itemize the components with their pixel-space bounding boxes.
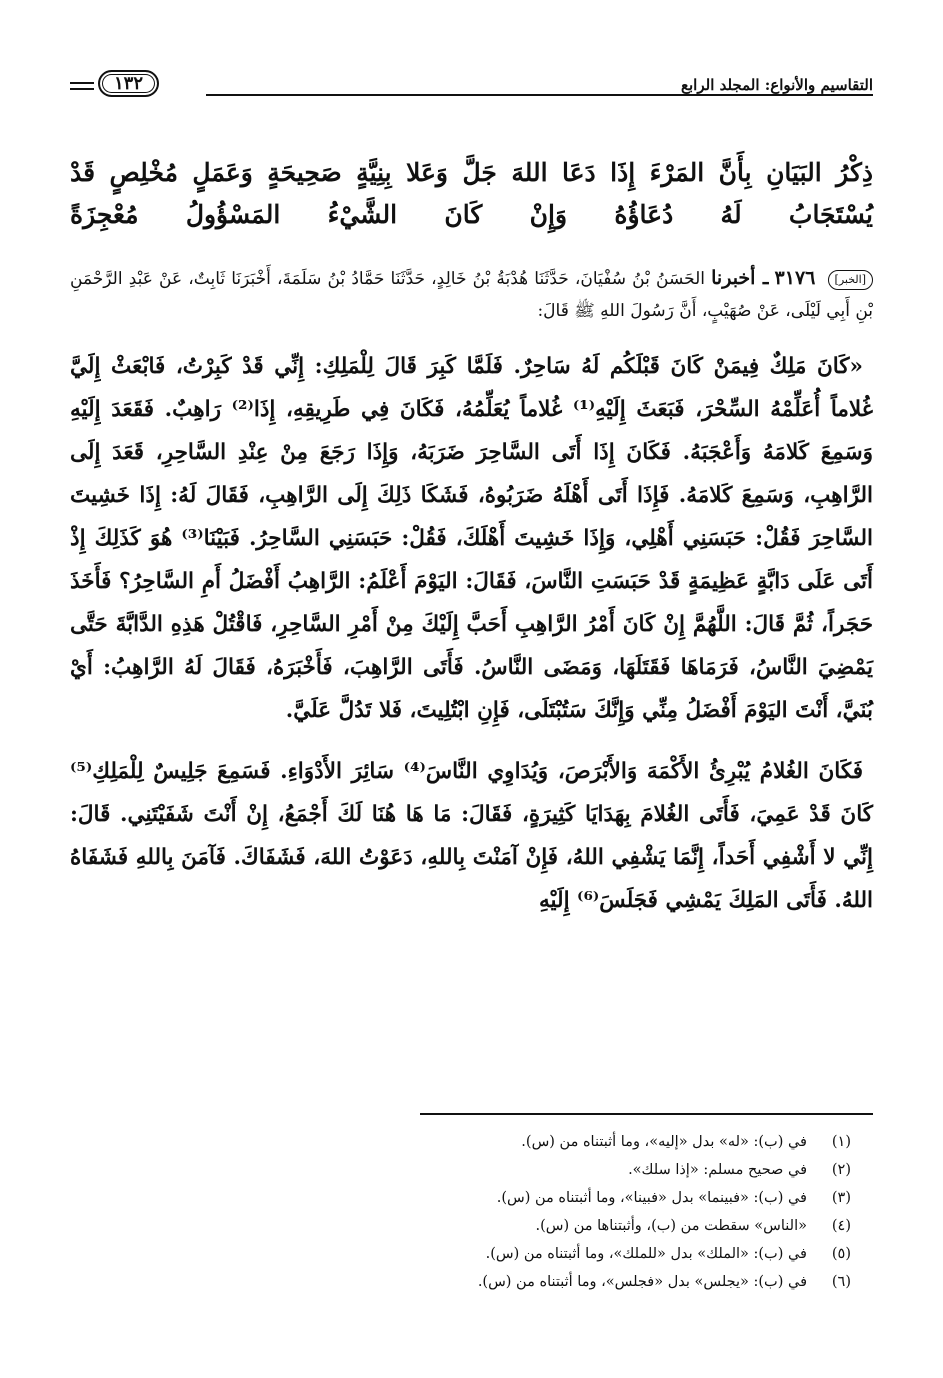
footnote-number: (٤)	[831, 1218, 851, 1234]
footnote-text: في (ب): «له» بدل «إليه»، وما أثبتناه من (س).	[521, 1134, 807, 1150]
page-header	[70, 70, 873, 114]
header-rule	[206, 94, 873, 96]
footnote-number: (١)	[831, 1134, 851, 1150]
badge-rule-top	[70, 82, 94, 84]
footnote-item	[70, 1184, 851, 1212]
khabar-stamp-icon: [الخبر]	[828, 270, 873, 290]
footnote-text: «الناس» سقطت من (ب)، وأثبتناها من (س).	[535, 1218, 807, 1234]
footnote-item	[70, 1268, 851, 1296]
hadith-paragraph-1: «كَانَ مَلِكٌ فِيمَنْ كَانَ قَبْلَكُم لَهُ سَاحِرٌ. فَلَمَّا كَبِرَ قَالَ لِلْمَلِكِ: إِنِّي قَدْ كَبِرْتُ، فَابْعَثْ إِلَيَّ غُلاماً أُعَلِّمْهُ السِّحْرَ، فَبَعَثَ إِلَيْهِ⁽¹⁾ غُلاماً يُعَلِّمُهُ، فَكَانَ فِي طَرِيقِهِ، إِذَا⁽²⁾ رَاهِبٌ. فَقَعَدَ إِلَيْهِ وَسَمِعَ كَلامَهُ وَأَعْجَبَهُ. فَكَانَ إِذَا أَتَى السَّاحِرَ ضَرَبَهُ، وَإِذَا رَجَعَ مِنْ عِنْدِ السَّاحِرِ، قَعَدَ إِلَى الرَّاهِبِ، وَسَمِعَ كَلامَهُ. فَإِذَا أَتَى أَهْلَهُ ضَرَبُوهُ، فَشَكَا ذَلِكَ إِلَى الرَّاهِبِ، فَقَالَ لَهُ: إِذَا خَشِيتَ السَّاحِرَ فَقُلْ: حَبَسَنِي أَهْلِي، وَإِذَا خَشِيتَ أَهْلَكَ، فَقُلْ: حَبَسَنِي السَّاحِرُ. فَبَيْنَا⁽³⁾ هُوَ كَذَلِكَ إِذْ أَتَى عَلَى دَابَّةٍ عَظِيمَةٍ قَدْ حَبَسَتِ النَّاسَ، فَقَالَ: اليَوْمَ أَعْلَمُ: الرَّاهِبُ أَفْضَلُ أَمِ السَّاحِرُ؟ فَأَخَذَ حَجَراً، ثُمَّ قَالَ: اللَّهُمَّ إِنْ كَانَ أَمْرُ الرَّاهِبِ أَحَبَّ إِلَيْكَ مِنْ أَمْرِ السَّاحِرِ، فَاقْتُلْ هَذِهِ الدَّابَّةَ حَتَّى يَمْضِيَ النَّاسُ، فَرَمَاهَا فَقَتَلَهَا، وَمَضَى النَّاسُ. فَأَتَى الرَّاهِبَ، فَأَخْبَرَهُ، فَقَالَ لَهُ الرَّاهِبُ: أَيْ بُنَيَّ، أَنْتَ اليَوْمَ أَفْضَلُ مِنِّي وَإِنَّكَ سَتُبْتَلَى، فَإِنِ ابْتُلِيتَ، فَلا تَدُلَّ عَلَيَّ.	[70, 354, 873, 723]
footnote-text: في صحيح مسلم: «إذا سلك».	[628, 1162, 807, 1178]
footnote-divider	[420, 1113, 873, 1115]
hadith-number: ٣١٧٦	[774, 267, 816, 289]
footnote-text: في (ب): «يجلس» بدل «فجلس»، وما أثبتناه من (س).	[477, 1274, 807, 1290]
footnotes-list	[70, 1128, 851, 1296]
footnote-number: (٢)	[831, 1162, 851, 1178]
footnote-item	[70, 1128, 851, 1156]
isnad-text: الحَسَنُ بْنُ سُفْيَانَ، حَدَّثَنَا هُدْبَةُ بْنُ خَالِدٍ، حَدَّثَنَا حَمَّادُ بْنُ سَلَمَةَ، أَخْبَرَنَا ثَابِتٌ، عَنْ عَبْدِ الرَّحْمَنِ بْنِ أَبِي لَيْلَى، عَنْ صُهَيْبٍ، أَنَّ رَسُولَ اللهِ ﷺ قَالَ:	[70, 269, 873, 321]
isnad-paragraph	[70, 262, 873, 327]
page-number: ١٣٢	[98, 70, 159, 97]
chapter-title: ذِكْرُ البَيَانِ بِأَنَّ المَرْءَ إِذَا دَعَا اللهَ جَلَّ وَعَلا بِنِيَّةٍ صَحِيحَةٍ وَعَمَلٍ مُخْلِصٍ قَدْ يُسْتَجَابُ لَهُ دُعَاؤُهُ وَإِنْ كَانَ الشَّيْءُ المَسْؤُولُ مُعْجِزَةً	[70, 158, 873, 229]
isnad-lead: ـ أخبرنا	[711, 267, 769, 289]
footnote-number: (٣)	[831, 1190, 851, 1206]
hadith-text	[70, 345, 873, 922]
footnote-item	[70, 1240, 851, 1268]
footnote-item	[70, 1212, 851, 1240]
footnote-number: (٥)	[831, 1246, 851, 1262]
footnote-number: (٦)	[831, 1274, 851, 1290]
hadith-paragraph-2: فَكَانَ الغُلامُ يُبْرِئُ الأَكْمَهَ وَالأَبْرَصَ، وَيُدَاوِي النَّاسَ⁽⁴⁾ سَائِرَ الأَدْوَاءِ. فَسَمِعَ جَلِيسٌ لِلْمَلِكِ⁽⁵⁾ كَانَ قَدْ عَمِيَ، فَأَتَى الغُلامَ بِهَدَايَا كَثِيرَةٍ، فَقَالَ: مَا هَا هُنَا لَكَ أَجْمَعُ، إِنْ أَنْتَ شَفَيْتَنِي. قَالَ: إِنِّي لا أَشْفِي أَحَداً، إِنَّمَا يَشْفِي اللهُ، فَإِنْ آمَنْتَ بِاللهِ، دَعَوْتُ اللهَ، فَشَفَاكَ. فَآمَنَ بِاللهِ فَشَفَاهُ اللهُ. فَأَتَى المَلِكَ يَمْشِي فَجَلَسَ⁽⁶⁾ إِلَيْهِ	[70, 759, 873, 913]
footnote-text: في (ب): «فبينما» بدل «فبينا»، وما أثبتناه من (س).	[496, 1190, 807, 1206]
footnote-text: في (ب): «الملك» بدل «للملك»، وما أثبتناه من (س).	[485, 1246, 807, 1262]
book-page	[70, 0, 873, 1378]
running-title: التقاسيم والأنواع: المجلد الرابع	[681, 76, 873, 94]
badge-rule-bottom	[70, 88, 94, 90]
footnote-item	[70, 1156, 851, 1184]
